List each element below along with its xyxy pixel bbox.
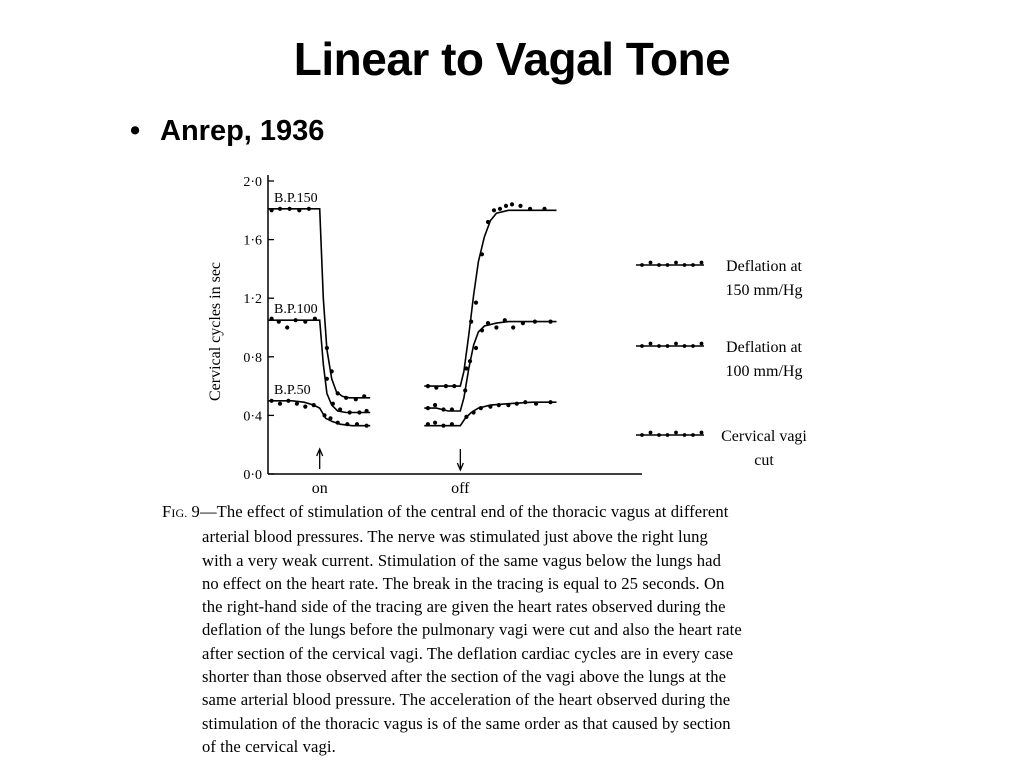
data-point	[328, 416, 332, 420]
caption-line: of the cervical vagi.	[202, 736, 336, 756]
data-point	[510, 202, 514, 206]
data-point	[434, 386, 438, 390]
caption-line	[162, 500, 872, 525]
data-point	[515, 402, 519, 406]
data-point	[468, 359, 472, 363]
legend-marker	[700, 261, 704, 265]
caption-line: shorter than those observed after the section of the vagi above the lungs at the	[202, 667, 727, 687]
data-point	[450, 422, 454, 426]
data-point	[523, 400, 527, 404]
data-point	[286, 399, 290, 403]
data-point	[534, 402, 538, 406]
data-point	[338, 407, 342, 411]
legend-marker	[674, 342, 678, 346]
data-point	[474, 346, 478, 350]
caption-line: same arterial blood pressure. The acceleration of the heart observed during the	[202, 690, 731, 710]
data-point	[486, 220, 490, 224]
data-point	[480, 252, 484, 256]
data-point	[492, 208, 496, 212]
legend-marker	[657, 263, 661, 267]
legend-marker	[657, 433, 661, 437]
caption-text: 9—The effect of stimulation of the central end of the thoracic vagus at different	[187, 502, 729, 521]
legend-marker	[649, 431, 653, 435]
data-point	[354, 397, 358, 401]
caption-fig-label	[162, 502, 187, 521]
legend-marker	[683, 344, 687, 348]
data-point	[303, 320, 307, 324]
data-point	[494, 325, 498, 329]
data-point	[270, 317, 274, 321]
data-point	[365, 424, 369, 428]
legend-label: 100 mm/Hg	[725, 363, 803, 380]
data-point	[463, 388, 467, 392]
data-point	[548, 400, 552, 404]
data-point	[503, 318, 507, 322]
data-point	[542, 207, 546, 211]
series-label: B.P.50	[274, 382, 311, 398]
y-tick-label: 1·2	[243, 292, 262, 308]
data-point	[357, 410, 361, 414]
data-point	[336, 421, 340, 425]
data-point	[426, 422, 430, 426]
data-point	[348, 410, 352, 414]
legend-marker	[657, 344, 661, 348]
data-point	[528, 207, 532, 211]
y-axis-label: Cervical cycles in sec	[207, 261, 224, 402]
x-marker-label: off	[451, 480, 470, 497]
data-point	[426, 406, 430, 410]
data-point	[365, 409, 369, 413]
legend-label: Deflation at	[726, 339, 802, 356]
data-point	[336, 391, 340, 395]
legend-marker	[691, 344, 695, 348]
data-point	[441, 407, 445, 411]
data-point	[498, 207, 502, 211]
legend-marker	[674, 261, 678, 265]
caption-line: the right-hand side of the tracing are given the heart rates observed during the	[202, 597, 726, 617]
data-point	[474, 301, 478, 305]
data-point	[330, 369, 334, 373]
data-point	[312, 403, 316, 407]
data-point	[344, 396, 348, 400]
data-point	[433, 421, 437, 425]
data-point	[325, 377, 329, 381]
data-point	[270, 208, 274, 212]
legend-label: 150 mm/Hg	[725, 282, 803, 299]
data-point	[362, 394, 366, 398]
legend-marker	[691, 433, 695, 437]
legend-marker	[700, 342, 704, 346]
data-point	[533, 320, 537, 324]
data-point	[331, 402, 335, 406]
data-point	[433, 403, 437, 407]
data-point	[278, 207, 282, 211]
y-tick-label: 0·4	[243, 409, 262, 425]
data-point	[452, 384, 456, 388]
data-point	[277, 320, 281, 324]
legend-marker	[691, 263, 695, 267]
legend-label: cut	[754, 452, 774, 469]
series-label: B.P.150	[274, 190, 318, 206]
data-point	[548, 320, 552, 324]
legend-marker	[666, 433, 670, 437]
data-point	[322, 413, 326, 417]
data-point	[464, 415, 468, 419]
data-point	[325, 346, 329, 350]
data-point	[313, 317, 317, 321]
series-label: B.P.100	[274, 302, 318, 318]
data-point	[472, 410, 476, 414]
data-point	[497, 403, 501, 407]
data-point	[278, 402, 282, 406]
legend-marker	[649, 261, 653, 265]
legend-marker	[700, 431, 704, 435]
caption-line: no effect on the heart rate. The break in the tracing is equal to 25 seconds. On	[202, 573, 725, 593]
data-point	[444, 384, 448, 388]
caption-line: stimulation of the thoracic vagus is of the same order as that caused by section	[202, 713, 731, 733]
y-tick-label: 0·0	[243, 468, 262, 483]
legend-marker	[683, 263, 687, 267]
legend-label: Deflation at	[726, 258, 802, 275]
data-point	[288, 207, 292, 211]
data-point	[480, 328, 484, 332]
data-point	[488, 405, 492, 409]
legend-label: Cervical vagi	[721, 428, 807, 445]
bullet-text: Anrep, 1936	[160, 115, 325, 147]
data-point	[486, 321, 490, 325]
legend-marker	[674, 431, 678, 435]
data-point	[303, 405, 307, 409]
y-tick-label: 1·6	[243, 233, 262, 249]
series-line	[424, 210, 556, 386]
data-point	[355, 422, 359, 426]
data-point	[297, 208, 301, 212]
data-point	[511, 325, 515, 329]
legend-marker	[666, 344, 670, 348]
data-point	[504, 204, 508, 208]
legend-marker	[640, 344, 644, 348]
y-tick-label: 0·8	[243, 350, 262, 366]
data-point	[307, 207, 311, 211]
caption-line: with a very weak current. Stimulation of the same vagus below the lungs had	[202, 550, 722, 570]
legend-marker	[640, 433, 644, 437]
data-point	[426, 384, 430, 388]
data-point	[506, 403, 510, 407]
figure-caption	[162, 500, 872, 758]
data-point	[521, 321, 525, 325]
y-tick-label: 2·0	[243, 175, 262, 190]
caption-fig-initial: F	[162, 502, 172, 521]
data-point	[270, 399, 274, 403]
data-point	[450, 407, 454, 411]
series-line	[424, 322, 556, 411]
data-point	[295, 402, 299, 406]
data-point	[441, 424, 445, 428]
data-point	[345, 422, 349, 426]
data-point	[518, 204, 522, 208]
caption-line: after section of the cervical vagi. The deflation cardiac cycles are in every case	[202, 643, 734, 663]
data-point	[469, 320, 473, 324]
data-point	[285, 325, 289, 329]
caption-line: arterial blood pressures. The nerve was stimulated just above the right lung	[202, 527, 708, 547]
legend-marker	[683, 433, 687, 437]
legend-marker	[649, 342, 653, 346]
x-marker-label: on	[311, 480, 328, 497]
caption-fig-smallcaps: IG.	[171, 506, 188, 520]
data-point	[479, 406, 483, 410]
bullet-icon: •	[130, 115, 141, 147]
legend-marker	[640, 263, 644, 267]
slide-title: Linear to Vagal Tone	[293, 33, 731, 85]
legend-marker	[666, 263, 670, 267]
data-point	[294, 318, 298, 322]
caption-line: deflation of the lungs before the pulmonary vagi were cut and also the heart rate	[202, 620, 742, 640]
